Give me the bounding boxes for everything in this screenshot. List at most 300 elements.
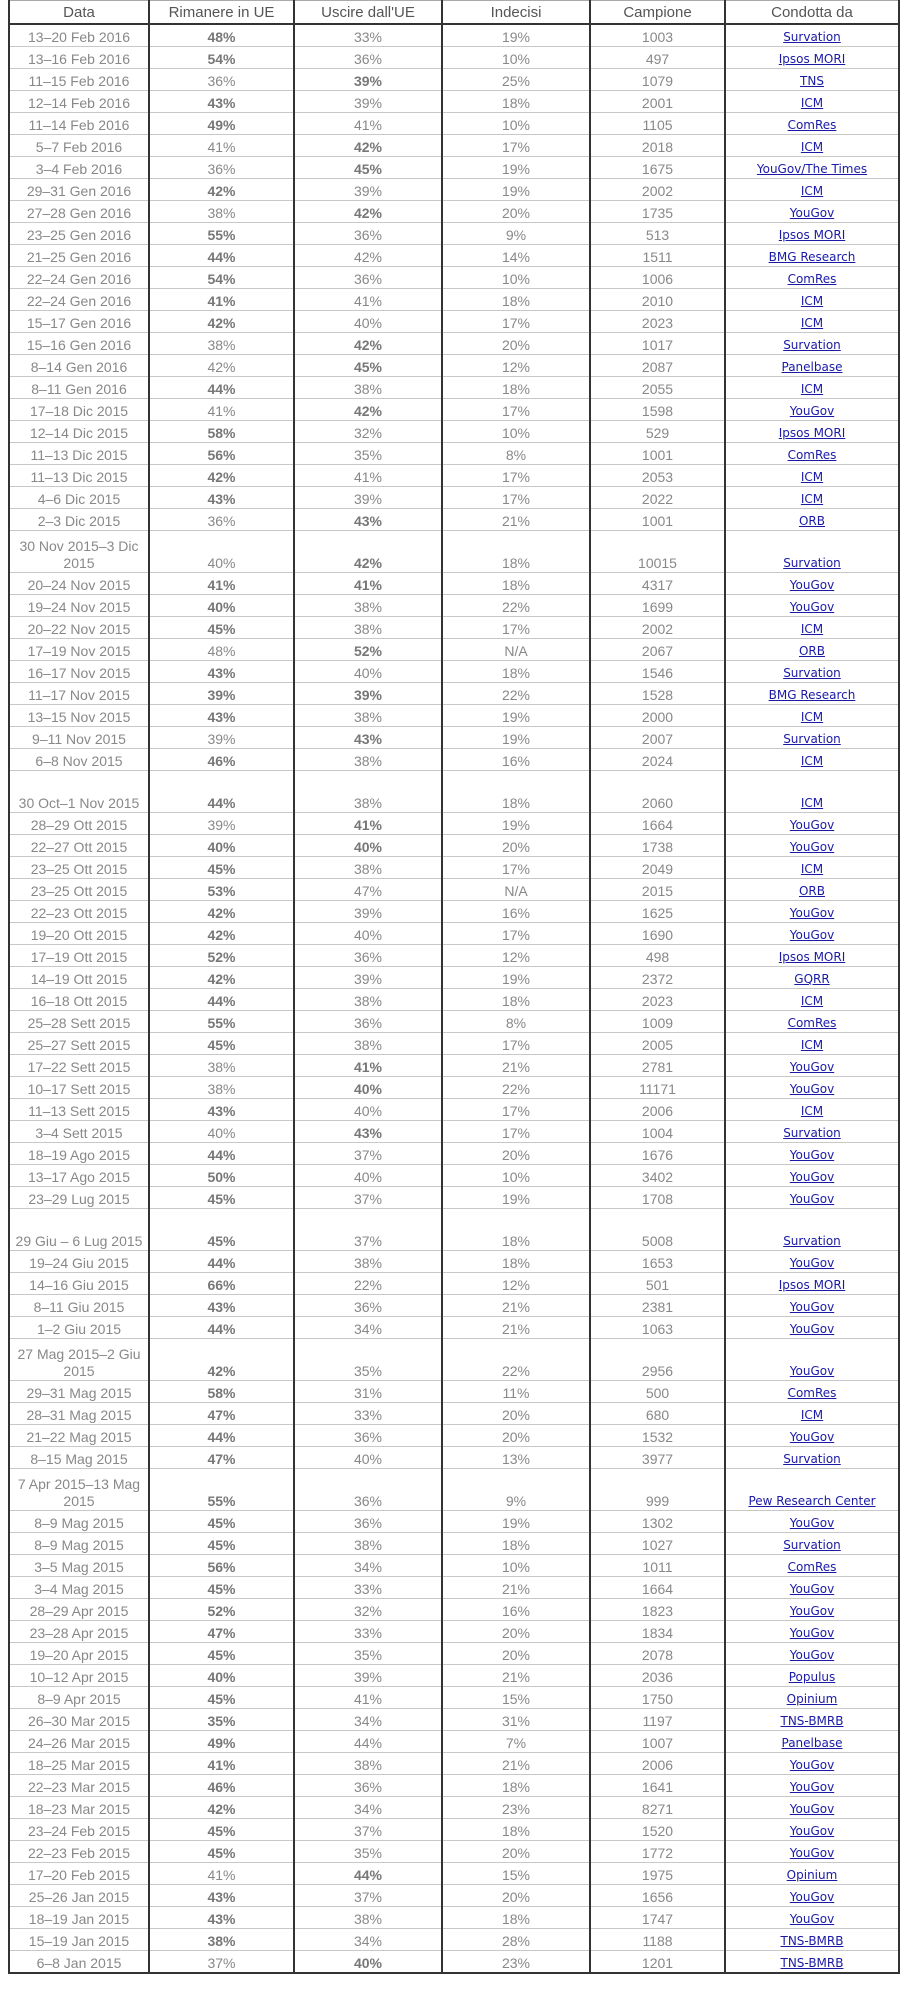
undecided-cell: 18% (442, 1775, 590, 1797)
pollster-link[interactable]: TNS-BMRB (780, 1714, 844, 1728)
pollster-link[interactable]: YouGov (789, 1148, 835, 1162)
undecided-cell: 16% (442, 1599, 590, 1621)
date-cell: 14–16 Giu 2015 (9, 1273, 149, 1295)
table-row (9, 705, 899, 727)
pollster-link[interactable]: YouGov (789, 1802, 835, 1816)
table-row (9, 399, 899, 421)
sample-cell: 1641 (590, 1775, 725, 1797)
leave-cell: 38% (294, 1251, 442, 1273)
pollster-cell (725, 245, 899, 267)
date-cell: 6–8 Jan 2015 (9, 1951, 149, 1974)
remain-cell: 49% (149, 113, 294, 135)
undecided-cell: 7% (442, 1731, 590, 1753)
pollster-link[interactable]: YouGov (789, 906, 835, 920)
table-row (9, 1555, 899, 1577)
sample-cell: 2002 (590, 617, 725, 639)
pollster-link[interactable]: YouGov (789, 840, 835, 854)
table-row (9, 835, 899, 857)
leave-cell: 36% (294, 945, 442, 967)
pollster-link[interactable]: ComRes (787, 448, 837, 462)
table-row (9, 1885, 899, 1907)
pollster-link[interactable]: ICM (800, 796, 824, 810)
leave-cell: 38% (294, 857, 442, 879)
pollster-link[interactable]: TNS-BMRB (780, 1934, 844, 1948)
undecided-cell: 22% (442, 1077, 590, 1099)
table-row (9, 157, 899, 179)
pollster-cell (725, 113, 899, 135)
pollster-cell (725, 989, 899, 1011)
pollster-link[interactable]: YouGov (789, 1582, 835, 1596)
pollster-link[interactable]: Survation (783, 1234, 841, 1248)
date-cell: 8–9 Mag 2015 (9, 1511, 149, 1533)
undecided-cell: 10% (442, 421, 590, 443)
date-cell: 10–12 Apr 2015 (9, 1665, 149, 1687)
undecided-cell: 21% (442, 509, 590, 531)
date-cell: 27 Mag 2015–2 Giu 2015 (9, 1339, 149, 1381)
pollster-link[interactable]: ComRes (787, 1016, 837, 1030)
pollster-link[interactable]: ICM (800, 754, 824, 768)
pollster-link[interactable]: YouGov (789, 1170, 835, 1184)
table-row (9, 595, 899, 617)
remain-cell: 45% (149, 857, 294, 879)
sample-cell: 2049 (590, 857, 725, 879)
pollster-cell (725, 531, 899, 573)
header-pollster: Condotta da (725, 1, 899, 25)
pollster-link[interactable]: YouGov (789, 1824, 835, 1838)
leave-cell: 38% (294, 1533, 442, 1555)
undecided-cell: 18% (442, 531, 590, 573)
leave-cell: 47% (294, 879, 442, 901)
table-row (9, 1381, 899, 1403)
leave-cell: 40% (294, 1077, 442, 1099)
remain-cell: 45% (149, 1533, 294, 1555)
pollster-link[interactable]: Pew Research Center (748, 1494, 876, 1508)
pollster-link[interactable]: YouGov (789, 1912, 835, 1926)
pollster-link[interactable]: Survation (783, 1126, 841, 1140)
date-cell: 29–31 Gen 2016 (9, 179, 149, 201)
pollster-link[interactable]: YouGov (789, 1516, 835, 1530)
pollster-link[interactable]: YouGov (789, 818, 835, 832)
date-cell: 17–19 Ott 2015 (9, 945, 149, 967)
remain-cell: 44% (149, 771, 294, 813)
undecided-cell: 17% (442, 135, 590, 157)
remain-cell: 45% (149, 1819, 294, 1841)
pollster-cell (725, 1775, 899, 1797)
remain-cell: 40% (149, 595, 294, 617)
pollster-cell (725, 311, 899, 333)
sample-cell: 3977 (590, 1447, 725, 1469)
pollster-link[interactable]: YouGov (789, 1322, 835, 1336)
pollster-cell (725, 595, 899, 617)
undecided-cell: 10% (442, 113, 590, 135)
table-row (9, 311, 899, 333)
sample-cell: 2053 (590, 465, 725, 487)
table-row (9, 355, 899, 377)
table-row (9, 333, 899, 355)
pollster-link[interactable]: ComRes (787, 1560, 837, 1574)
date-cell: 8–14 Gen 2016 (9, 355, 149, 377)
pollster-cell (725, 945, 899, 967)
table-row (9, 47, 899, 69)
leave-cell: 38% (294, 749, 442, 771)
date-cell: 23–29 Lug 2015 (9, 1187, 149, 1209)
pollster-link[interactable]: Populus (788, 1670, 836, 1684)
sample-cell: 1027 (590, 1533, 725, 1555)
pollster-cell (725, 487, 899, 509)
pollster-link[interactable]: ICM (800, 140, 824, 154)
pollster-cell (725, 1863, 899, 1885)
pollster-link[interactable]: ORB (798, 884, 825, 898)
leave-cell: 40% (294, 311, 442, 333)
sample-cell: 1197 (590, 1709, 725, 1731)
remain-cell: 44% (149, 989, 294, 1011)
pollster-cell (725, 223, 899, 245)
sample-cell: 2018 (590, 135, 725, 157)
leave-cell: 38% (294, 705, 442, 727)
pollster-link[interactable]: Panelbase (781, 360, 843, 374)
leave-cell: 31% (294, 1381, 442, 1403)
table-row (9, 1209, 899, 1251)
remain-cell: 44% (149, 1425, 294, 1447)
pollster-link[interactable]: YouGov (789, 1430, 835, 1444)
sample-cell: 501 (590, 1273, 725, 1295)
remain-cell: 50% (149, 1165, 294, 1187)
table-row (9, 1055, 899, 1077)
remain-cell: 38% (149, 1929, 294, 1951)
pollster-cell (725, 1121, 899, 1143)
leave-cell: 36% (294, 1469, 442, 1511)
sample-cell: 1007 (590, 1731, 725, 1753)
pollster-link[interactable]: GQRR (794, 972, 830, 986)
date-cell: 13–20 Feb 2016 (9, 24, 149, 47)
leave-cell: 36% (294, 1011, 442, 1033)
pollster-link[interactable]: TNS-BMRB (780, 1956, 844, 1970)
remain-cell: 43% (149, 661, 294, 683)
sample-cell: 2055 (590, 377, 725, 399)
pollster-link[interactable]: ICM (800, 96, 824, 110)
table-row (9, 1863, 899, 1885)
pollster-link[interactable]: Opinium (786, 1692, 838, 1706)
undecided-cell: 17% (442, 923, 590, 945)
sample-cell: 2010 (590, 289, 725, 311)
table-row (9, 857, 899, 879)
pollster-link[interactable]: Ipsos MORI (778, 52, 846, 66)
pollster-link[interactable]: TNS (800, 74, 824, 88)
table-row (9, 1709, 899, 1731)
header-undecided: Indecisi (442, 1, 590, 25)
date-cell: 9–11 Nov 2015 (9, 727, 149, 749)
pollster-cell (725, 1533, 899, 1555)
pollster-link[interactable]: Opinium (786, 1868, 838, 1882)
sample-cell: 1834 (590, 1621, 725, 1643)
sample-cell: 2060 (590, 771, 725, 813)
pollster-link[interactable]: Panelbase (781, 1736, 843, 1750)
pollster-link[interactable]: Ipsos MORI (778, 950, 846, 964)
pollster-cell (725, 1273, 899, 1295)
remain-cell: 55% (149, 223, 294, 245)
pollster-link[interactable]: BMG Research (768, 250, 856, 264)
undecided-cell: 20% (442, 835, 590, 857)
leave-cell: 42% (294, 333, 442, 355)
pollster-link[interactable]: Ipsos MORI (778, 426, 846, 440)
leave-cell: 45% (294, 355, 442, 377)
undecided-cell: N/A (442, 639, 590, 661)
date-cell: 5–7 Feb 2016 (9, 135, 149, 157)
pollster-link[interactable]: ICM (800, 862, 824, 876)
pollster-link[interactable]: Survation (783, 666, 841, 680)
sample-cell: 1676 (590, 1143, 725, 1165)
sample-cell: 1017 (590, 333, 725, 355)
pollster-link[interactable]: ICM (800, 470, 824, 484)
pollster-cell (725, 1425, 899, 1447)
table-row (9, 1599, 899, 1621)
sample-cell: 8271 (590, 1797, 725, 1819)
date-cell: 23–25 Ott 2015 (9, 857, 149, 879)
pollster-cell (725, 1951, 899, 1974)
undecided-cell: 18% (442, 1251, 590, 1273)
date-cell: 15–16 Gen 2016 (9, 333, 149, 355)
date-cell: 29–31 Mag 2015 (9, 1381, 149, 1403)
date-cell: 16–18 Ott 2015 (9, 989, 149, 1011)
pollster-link[interactable]: ICM (800, 492, 824, 506)
pollster-link[interactable]: Survation (783, 30, 841, 44)
sample-cell: 2000 (590, 705, 725, 727)
table-row (9, 1577, 899, 1599)
pollster-link[interactable]: ICM (800, 184, 824, 198)
date-cell: 1–2 Giu 2015 (9, 1317, 149, 1339)
pollster-cell (725, 1403, 899, 1425)
leave-cell: 35% (294, 443, 442, 465)
pollster-cell (725, 749, 899, 771)
pollster-link[interactable]: ICM (800, 294, 824, 308)
pollster-cell (725, 24, 899, 47)
pollster-link[interactable]: YouGov (789, 1060, 835, 1074)
pollster-link[interactable]: ComRes (787, 118, 837, 132)
pollster-link[interactable]: ICM (800, 1408, 824, 1422)
pollster-link[interactable]: YouGov (789, 578, 835, 592)
pollster-link[interactable]: ORB (798, 514, 825, 528)
remain-cell: 42% (149, 465, 294, 487)
date-cell: 22–27 Ott 2015 (9, 835, 149, 857)
pollster-cell (725, 1143, 899, 1165)
remain-cell: 56% (149, 1555, 294, 1577)
table-row (9, 1403, 899, 1425)
sample-cell: 1006 (590, 267, 725, 289)
remain-cell: 54% (149, 47, 294, 69)
pollster-link[interactable]: Survation (783, 732, 841, 746)
pollster-link[interactable]: ICM (800, 622, 824, 636)
pollster-cell (725, 727, 899, 749)
date-cell: 10–17 Sett 2015 (9, 1077, 149, 1099)
leave-cell: 52% (294, 639, 442, 661)
undecided-cell: 28% (442, 1929, 590, 1951)
sample-cell: 1528 (590, 683, 725, 705)
date-cell: 29 Giu – 6 Lug 2015 (9, 1209, 149, 1251)
pollster-link[interactable]: Survation (783, 338, 841, 352)
leave-cell: 38% (294, 595, 442, 617)
date-cell: 22–23 Mar 2015 (9, 1775, 149, 1797)
sample-cell: 1823 (590, 1599, 725, 1621)
pollster-cell (725, 1577, 899, 1599)
leave-cell: 40% (294, 661, 442, 683)
leave-cell: 32% (294, 1599, 442, 1621)
pollster-cell (725, 1797, 899, 1819)
pollster-link[interactable]: ICM (800, 382, 824, 396)
leave-cell: 45% (294, 157, 442, 179)
date-cell: 14–19 Ott 2015 (9, 967, 149, 989)
pollster-link[interactable]: ICM (800, 710, 824, 724)
pollster-link[interactable]: YouGov (789, 1890, 835, 1904)
undecided-cell: 17% (442, 487, 590, 509)
pollster-link[interactable]: YouGov (789, 600, 835, 614)
pollster-link[interactable]: YouGov/The Times (756, 162, 868, 176)
pollster-link[interactable]: BMG Research (768, 688, 856, 702)
leave-cell: 36% (294, 1775, 442, 1797)
leave-cell: 33% (294, 1403, 442, 1425)
pollster-link[interactable]: YouGov (789, 1364, 835, 1378)
leave-cell: 42% (294, 135, 442, 157)
undecided-cell: 12% (442, 355, 590, 377)
undecided-cell: 19% (442, 179, 590, 201)
pollster-cell (725, 1469, 899, 1511)
undecided-cell: 23% (442, 1797, 590, 1819)
date-cell: 25–27 Sett 2015 (9, 1033, 149, 1055)
undecided-cell: 17% (442, 311, 590, 333)
leave-cell: 39% (294, 683, 442, 705)
pollster-cell (725, 1555, 899, 1577)
pollster-cell (725, 1687, 899, 1709)
pollster-cell (725, 157, 899, 179)
undecided-cell: 23% (442, 1951, 590, 1974)
date-cell: 2–3 Dic 2015 (9, 509, 149, 531)
pollster-link[interactable]: Ipsos MORI (778, 1278, 846, 1292)
pollster-link[interactable]: Ipsos MORI (778, 228, 846, 242)
pollster-link[interactable]: Survation (783, 556, 841, 570)
table-row (9, 945, 899, 967)
remain-cell: 40% (149, 835, 294, 857)
date-cell: 19–24 Giu 2015 (9, 1251, 149, 1273)
pollster-link[interactable]: ORB (798, 644, 825, 658)
pollster-link[interactable]: YouGov (789, 1300, 835, 1314)
pollster-link[interactable]: ComRes (787, 1386, 837, 1400)
remain-cell: 43% (149, 1907, 294, 1929)
remain-cell: 52% (149, 1599, 294, 1621)
table-row (9, 771, 899, 813)
remain-cell: 45% (149, 1643, 294, 1665)
table-row (9, 1251, 899, 1273)
undecided-cell: 19% (442, 705, 590, 727)
remain-cell: 41% (149, 1753, 294, 1775)
table-row (9, 201, 899, 223)
undecided-cell: 17% (442, 465, 590, 487)
pollster-link[interactable]: YouGov (789, 1626, 835, 1640)
pollster-link[interactable]: Survation (783, 1538, 841, 1552)
sample-cell: 1001 (590, 509, 725, 531)
table-row (9, 1753, 899, 1775)
remain-cell: 58% (149, 421, 294, 443)
date-cell: 3–4 Feb 2016 (9, 157, 149, 179)
pollster-link[interactable]: YouGov (789, 1758, 835, 1772)
pollster-cell (725, 967, 899, 989)
pollster-link[interactable]: YouGov (789, 1780, 835, 1794)
table-row (9, 1687, 899, 1709)
pollster-link[interactable]: YouGov (789, 1192, 835, 1206)
undecided-cell: 13% (442, 1447, 590, 1469)
pollster-cell (725, 333, 899, 355)
leave-cell: 41% (294, 113, 442, 135)
pollster-link[interactable]: YouGov (789, 1256, 835, 1270)
sample-cell: 2006 (590, 1753, 725, 1775)
pollster-link[interactable]: YouGov (789, 1648, 835, 1662)
pollster-link[interactable]: YouGov (789, 1082, 835, 1096)
pollster-link[interactable]: ICM (800, 994, 824, 1008)
undecided-cell: 16% (442, 901, 590, 923)
undecided-cell: 22% (442, 595, 590, 617)
sample-cell: 513 (590, 223, 725, 245)
remain-cell: 42% (149, 1797, 294, 1819)
pollster-cell (725, 1511, 899, 1533)
sample-cell: 2036 (590, 1665, 725, 1687)
pollster-link[interactable]: ICM (800, 1104, 824, 1118)
pollster-link[interactable]: YouGov (789, 1604, 835, 1618)
leave-cell: 43% (294, 509, 442, 531)
sample-cell: 1105 (590, 113, 725, 135)
pollster-link[interactable]: YouGov (789, 928, 835, 942)
sample-cell: 1675 (590, 157, 725, 179)
table-row (9, 1165, 899, 1187)
polls-table (8, 0, 900, 1974)
date-cell: 24–26 Mar 2015 (9, 1731, 149, 1753)
undecided-cell: 12% (442, 1273, 590, 1295)
remain-cell: 41% (149, 573, 294, 595)
pollster-cell (725, 1295, 899, 1317)
sample-cell: 2381 (590, 1295, 725, 1317)
table-row (9, 487, 899, 509)
remain-cell: 39% (149, 813, 294, 835)
undecided-cell: N/A (442, 879, 590, 901)
table-row (9, 1533, 899, 1555)
pollster-cell (725, 355, 899, 377)
pollster-link[interactable]: YouGov (789, 404, 835, 418)
sample-cell: 1653 (590, 1251, 725, 1273)
sample-cell: 1511 (590, 245, 725, 267)
remain-cell: 42% (149, 311, 294, 333)
date-cell: 18–19 Ago 2015 (9, 1143, 149, 1165)
sample-cell: 1003 (590, 24, 725, 47)
leave-cell: 35% (294, 1339, 442, 1381)
pollster-link[interactable]: YouGov (789, 1846, 835, 1860)
table-row (9, 113, 899, 135)
pollster-link[interactable]: Survation (783, 1452, 841, 1466)
table-row (9, 245, 899, 267)
pollster-link[interactable]: ICM (800, 316, 824, 330)
pollster-link[interactable]: ComRes (787, 272, 837, 286)
date-cell: 21–22 Mag 2015 (9, 1425, 149, 1447)
sample-cell: 2006 (590, 1099, 725, 1121)
date-cell: 11–14 Feb 2016 (9, 113, 149, 135)
pollster-link[interactable]: YouGov (789, 206, 835, 220)
sample-cell: 1546 (590, 661, 725, 683)
leave-cell: 33% (294, 1577, 442, 1599)
pollster-link[interactable]: ICM (800, 1038, 824, 1052)
pollster-cell (725, 399, 899, 421)
undecided-cell: 19% (442, 967, 590, 989)
header-sample: Campione (590, 1, 725, 25)
table-row (9, 1775, 899, 1797)
pollster-cell (725, 1731, 899, 1753)
sample-cell: 1011 (590, 1555, 725, 1577)
undecided-cell: 19% (442, 1187, 590, 1209)
